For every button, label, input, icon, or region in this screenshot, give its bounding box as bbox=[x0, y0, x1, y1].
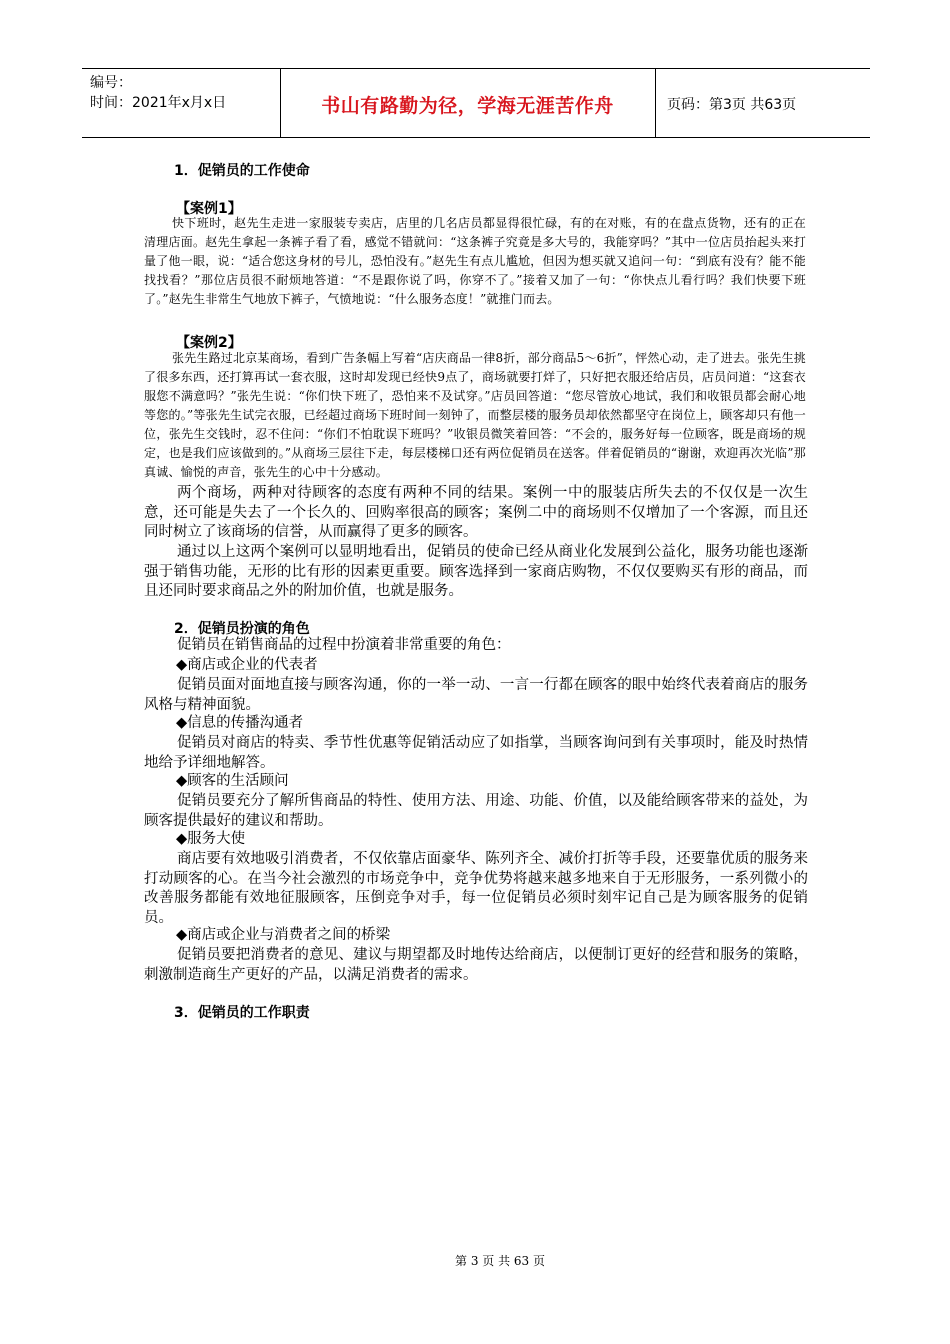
header-meta bbox=[90, 73, 275, 113]
header-divider bbox=[655, 69, 656, 137]
header-page-info: 页码：第3页 共63页 bbox=[667, 97, 797, 113]
document-date: 时间：2021年x月x日 bbox=[90, 95, 227, 111]
page-footer: 第 3 页 共 63 页 bbox=[455, 1254, 545, 1268]
section-2-heading: 2．促销员扮演的角色 bbox=[174, 621, 310, 637]
role-description: 促销员面对面地直接与顾客沟通，你的一举一动、一言一行都在顾客的眼中始终代表着商店的服务风格与精神面貌。 bbox=[144, 677, 808, 713]
case-2-title: 【案例2】 bbox=[176, 335, 242, 351]
document-number: 编号： bbox=[90, 75, 132, 91]
case-1-title: 【案例1】 bbox=[176, 201, 242, 217]
role-title: ◆顾客的生活顾问 bbox=[176, 773, 289, 789]
role-title: ◆服务大使 bbox=[176, 831, 246, 847]
role-description: 促销员要把消费者的意见、建议与期望都及时地传达给商店，以便制订更好的经营和服务的策略，刺激制造商生产更好的产品，以满足消费者的需求。 bbox=[144, 947, 808, 983]
mission-paragraph: 通过以上这两个案例可以显明地看出，促销员的使命已经从商业化发展到公益化，服务功能也逐渐强于销售功能，无形的比有形的因素更重要。顾客选择到一家商店购物，不仅仅要购买有形的商品，而且还同时要求商品之外的附加价值，也就是服务。 bbox=[144, 544, 808, 599]
role-description: 促销员要充分了解所售商品的特性、使用方法、用途、功能、价值，以及能给顾客带来的益处，为顾客提供最好的建议和帮助。 bbox=[144, 793, 808, 829]
header-motto: 书山有路勤为径，学海无涯苦作舟 bbox=[321, 95, 614, 117]
page-header bbox=[82, 68, 870, 138]
roles-intro: 促销员在销售商品的过程中扮演着非常重要的角色： bbox=[177, 637, 511, 653]
role-title: ◆信息的传播沟通者 bbox=[176, 715, 304, 731]
case-2-text: 张先生路过北京某商场，看到广告条幅上写着“店庆商品一律8折，部分商品5～6折”，怦然心动，走了进去。张先生挑了很多东西，还打算再试一套衣服，这时却发现已经快9点了，商场就要打烊了，只好把衣服还给店员，店员问道：“这套衣服您不满意吗？”张先生说：“你们快下班了，恐怕来不及试穿。”店员回答道：“您尽管放心地试，我们和收银员都会耐心地等您的。”等张先生试完衣服，已经超过商场下班时间一刻钟了，而整层楼的服务员却依然都坚守在岗位上，顾客却只有他一位，张先生交钱时，忍不住问：“你们不怕耽误下班吗？”收银员微笑着回答：“不会的，服务好每一位顾客，既是商场的规定，也是我们应该做到的。”从商场三层往下走，每层楼梯口还有两位促销员在送客。伴着促销员的“谢谢，欢迎再次光临”那真诚、愉悦的声音，张先生的心中十分感动。 bbox=[144, 351, 806, 479]
role-title: ◆商店或企业的代表者 bbox=[176, 657, 318, 673]
case-1-text: 快下班时，赵先生走进一家服装专卖店，店里的几名店员都显得很忙碌，有的在对账，有的在盘点货物，还有的正在清理店面。赵先生拿起一条裤子看了看，感觉不错就问：“这条裤子究竟是多大号的，我能穿吗？”其中一位店员抬起头来打量了他一眼，说：“适合您这身材的号儿，恐怕没有。”赵先生有点儿尴尬，但因为想买就又追问一句：“到底有没有？能不能找找看？”那位店员很不耐烦地答道：“不是跟你说了吗，你穿不了。”接着又加了一句：“你快点儿看行吗？我们快要下班了。”赵先生非常生气地放下裤子，气愤地说：“什么服务态度！”就推门而去。 bbox=[144, 216, 806, 306]
section-1-heading: 1．促销员的工作使命 bbox=[174, 163, 310, 179]
role-title: ◆商店或企业与消费者之间的桥梁 bbox=[176, 927, 391, 943]
section-3-heading: 3．促销员的工作职责 bbox=[174, 1005, 310, 1021]
role-description: 商店要有效地吸引消费者，不仅依靠店面豪华、陈列齐全、减价打折等手段，还要靠优质的服务来打动顾客的心。在当今社会激烈的市场竞争中，竞争优势将越来越多地来自于无形服务，一系列微小的改善服务都能有效地征服顾客，压倒竞争对手，每一位促销员必须时刻牢记自己是为顾客服务的促销员。 bbox=[144, 851, 808, 926]
analysis-paragraph: 两个商场，两种对待顾客的态度有两种不同的结果。案例一中的服装店所失去的不仅仅是一次生意，还可能是失去了一个长久的、回购率很高的顾客；案例二中的商场则不仅增加了一个客源，而且还同时树立了该商场的信誉，从而赢得了更多的顾客。 bbox=[144, 485, 808, 540]
role-description: 促销员对商店的特卖、季节性优惠等促销活动应了如指掌，当顾客询问到有关事项时，能及时热情地给予详细地解答。 bbox=[144, 735, 808, 771]
